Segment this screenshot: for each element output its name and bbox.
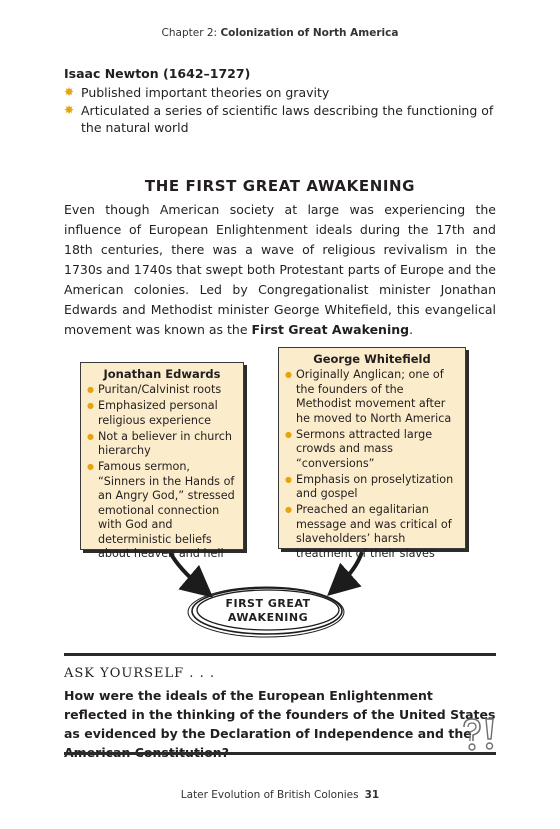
dot-bullet-icon: ●: [285, 505, 292, 514]
edwards-title: Jonathan Edwards: [103, 367, 221, 381]
page-number: 31: [364, 789, 380, 801]
list-item-text: Famous sermon, “Sinners in the Hands of an Angry God,” stressed emotional connection with God and deterministic beliefs about heaven and hell: [98, 460, 235, 560]
whitefield-list: [279, 368, 465, 561]
section-title: THE FIRST GREAT AWAKENING: [144, 177, 416, 195]
dot-bullet-icon: ●: [87, 385, 94, 394]
newton-name: Isaac Newton (1642–1727): [64, 66, 251, 81]
ask-yourself-question: How were the ideals of the European Enlightenment reflected in the thinking of the founders of the United States as evidenced by the Declaration of Independence and the: [64, 688, 496, 741]
list-item: [87, 383, 237, 398]
chapter-number: Chapter 2:: [161, 27, 218, 39]
list-item: [285, 503, 459, 561]
dot-bullet-icon: ●: [87, 401, 94, 410]
chapter-title: Colonization of North America: [220, 27, 399, 39]
dot-bullet-icon: ●: [87, 462, 94, 471]
hub-label: [193, 588, 343, 634]
list-item: [87, 399, 237, 428]
star-bullet-icon: ✸: [64, 103, 75, 117]
footer-title: Later Evolution of British Colonies: [180, 789, 359, 801]
list-item: [87, 430, 237, 459]
list-item-text: Sermons attracted large crowds and mass “conversions”: [296, 427, 433, 470]
list-item: [285, 428, 459, 472]
list-item: [285, 368, 459, 426]
divider-top: [64, 653, 496, 656]
star-bullet-icon: ✸: [64, 85, 75, 99]
hub-label-line1: FIRST GREAT: [225, 597, 311, 610]
list-item: [87, 460, 237, 562]
paragraph-bold-term: First Great Awakening: [251, 322, 410, 337]
list-item: [285, 473, 459, 502]
list-item-text: Not a believer in church hierarchy: [98, 429, 232, 457]
question-exclamation-icon: [460, 717, 498, 753]
dot-bullet-icon: ●: [285, 474, 292, 484]
dot-bullet-icon: ●: [87, 431, 94, 441]
hub-label-line2: AWAKENING: [227, 611, 309, 624]
whitefield-title: George Whitefield: [313, 352, 431, 366]
whitefield-box: [278, 347, 466, 560]
edwards-box: [80, 362, 244, 560]
list-item-text: Emphasized personal religious experience: [98, 399, 218, 427]
list-item-text: Emphasis on proselytization and gospel: [296, 472, 454, 500]
divider-bottom: [64, 752, 496, 755]
list-item-text: Preached an egalitarian message and was critical of slaveholders’ harsh treatment of their slaves: [296, 503, 452, 560]
list-item-text: Published important theories on gravity: [81, 85, 330, 100]
dot-bullet-icon: ●: [285, 429, 292, 439]
list-item-text: Puritan/Calvinist roots: [98, 383, 222, 396]
ask-yourself-heading: ASK YOURSELF . . .: [64, 666, 215, 681]
dot-bullet-icon: ●: [285, 370, 292, 379]
paragraph-end: .: [409, 322, 414, 337]
list-item-text: Originally Anglican; one of the founders of the Methodist movement after he moved to North America: [296, 368, 452, 425]
running-footer: [0, 789, 560, 801]
paragraph-text: Even though American society at large was experiencing the influence of European Enlightenment ideals during the 17th and 18th centuries, there was a wave of religious revivalism in the 1730s and 1740s that swept both Protestant parts of Europe and the American colonies. Led by Congregationalist minister Jonathan Edwards and Methodist minister George Whitefield, this evangelical movement was known as the: [64, 202, 496, 337]
edwards-list: [81, 383, 243, 562]
list-item-text: Articulated a series of scientific laws describing the functioning of the natural world: [81, 103, 494, 135]
